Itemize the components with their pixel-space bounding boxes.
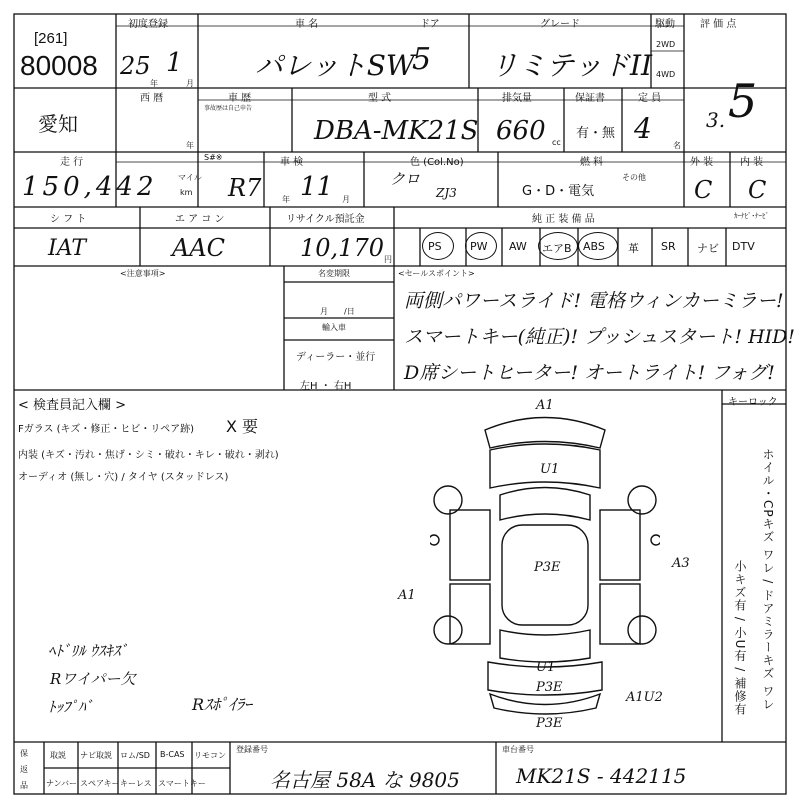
- mark-front-a1: A1: [536, 398, 554, 413]
- warranty-opts: 有・無: [576, 126, 616, 141]
- footer-item-5: リモコン: [194, 751, 226, 760]
- capacity-value: 4: [634, 112, 652, 145]
- inspection-year-unit: 年: [282, 195, 290, 204]
- grade-label: グレード: [540, 19, 580, 30]
- hand-note-4: Rｽﾎﾟｲﾗｰ: [192, 695, 253, 714]
- sales-points-label: <セールスポイント>: [398, 269, 475, 278]
- footer-item-2: ナビ取説: [80, 751, 112, 760]
- footer-label-2: 返: [20, 765, 28, 774]
- import-label: 輸入車: [322, 323, 346, 332]
- first-reg-label: 初度登録: [128, 19, 168, 30]
- sales-line-3: D席シートヒーター! オートライト! フォグ!: [404, 362, 775, 384]
- side-legend-1: ホイル・CPキズ ワレ / ドアミラーキズ ワレ: [761, 448, 775, 711]
- equip-abs-circle: [578, 232, 618, 260]
- model-label: 型 式: [368, 93, 392, 104]
- shift-value: IAT: [48, 236, 87, 261]
- sales-line-2: スマートキー(純正)! プッシュスタート! HID!: [404, 326, 796, 348]
- exterior-label: 外 装: [690, 157, 714, 168]
- equip-ps: PS: [428, 240, 442, 253]
- fuel-label: 燃 料: [580, 157, 604, 168]
- mark-left-a1: A1: [398, 588, 416, 603]
- score-value-a: 3.: [706, 108, 726, 132]
- inspection-month-unit: 月: [342, 195, 350, 204]
- drive-2wd: 2WD: [656, 40, 676, 49]
- interior-grade: C: [748, 176, 767, 204]
- footer-item-3: ロム/SD: [120, 751, 150, 760]
- equip-abs: ABS: [583, 240, 605, 253]
- s-mark-label: S#※: [204, 153, 223, 162]
- mile-unit: マイル: [178, 173, 202, 182]
- history-sub-label: 事故歴は自己申告: [204, 105, 253, 112]
- car-name-label: 車 名: [295, 19, 319, 30]
- dealer-label: ディーラー・並行: [296, 352, 376, 363]
- equip-airbag-circle: [538, 232, 578, 260]
- name-unit: 名: [673, 141, 681, 150]
- drive-label: 駆動: [655, 19, 675, 30]
- prefecture: 愛知: [38, 112, 78, 136]
- chassis-label: 車台番号: [502, 745, 534, 754]
- equip-pw-circle: [465, 232, 497, 260]
- color-value-a: クロ: [390, 170, 421, 188]
- inspector-glass: Fガラス (キズ・修正・ヒビ・リペア跡): [18, 424, 195, 435]
- footer-label-3: 品: [20, 781, 28, 790]
- footer-label-1: 保: [20, 749, 28, 758]
- first-reg-month: 1: [166, 48, 183, 78]
- sales-line-1: 両側パワースライド! 電格ウィンカーミラー!: [404, 290, 784, 312]
- mileage-label: 走 行: [60, 157, 84, 168]
- mileage-value: 150,442: [22, 172, 158, 202]
- mark-rear-p3e: P3E: [536, 680, 563, 695]
- grade-value: リミテッドII: [490, 49, 653, 82]
- score-label: 評 価 点: [700, 19, 737, 30]
- equip-sr: SR: [661, 240, 676, 253]
- footer-item-8: キーレス: [120, 779, 152, 788]
- aircon-value: AAC: [172, 234, 226, 262]
- fuel-other: その他: [622, 173, 646, 182]
- drive-4wd: 4WD: [656, 70, 676, 79]
- warranty-label: 保証書: [575, 93, 605, 104]
- side-legend-2: 小キズ有 / 小U有 / 補修有: [733, 560, 747, 717]
- displacement-value: 660: [496, 116, 546, 146]
- handle-label: 左H ・ 右H: [300, 381, 352, 392]
- displacement-label: 排気量: [502, 93, 532, 104]
- month-unit: 月: [186, 79, 194, 88]
- door-label: ドア: [420, 19, 440, 30]
- year-unit: 年: [150, 79, 158, 88]
- footer-item-9: スマートキー: [158, 779, 206, 788]
- interior-label: 内 装: [740, 157, 764, 168]
- history-label: 車 歴: [228, 93, 252, 104]
- equip-airbag: エアB: [542, 242, 572, 255]
- mark-rear-u1: U1: [536, 660, 556, 675]
- aircon-label: エ ア コ ン: [175, 214, 225, 225]
- hand-note-2: Rワイパー欠: [50, 670, 136, 688]
- footer-item-4: B-CAS: [160, 750, 185, 759]
- mark-right-a3: A3: [672, 556, 690, 571]
- mark-roof-p3e: P3E: [534, 560, 561, 575]
- model-value: DBA-MK21S: [314, 116, 479, 146]
- inspector-label: < 検査員記入欄 >: [18, 398, 127, 413]
- carnavi-label: ｶｰﾅﾋﾞ･ﾅｰﾋﾞ: [734, 212, 769, 220]
- hand-note-3: ﾄｯﾌﾟﾊﾞ: [48, 698, 94, 716]
- inspector-interior: 内装 (キズ・汚れ・焦げ・シミ・破れ・キレ・破れ・剥れ): [18, 450, 279, 461]
- chassis-value: MK21S - 442115: [516, 764, 687, 788]
- first-reg-year: 25: [120, 52, 151, 80]
- equip-dtv: DTV: [732, 240, 755, 253]
- reg-no-label: 登録番号: [236, 745, 268, 754]
- inspection-month: 11: [300, 172, 334, 202]
- expiry-month-day: 月 /日: [320, 307, 355, 316]
- footer-item-7: スペアキー: [80, 779, 120, 788]
- keyless-label: キーロック: [728, 397, 778, 408]
- inspection-value: R7: [228, 174, 262, 202]
- lot-number: 80008: [20, 50, 98, 81]
- equip-aw: AW: [509, 240, 527, 253]
- footer-item-1: 取説: [50, 751, 66, 760]
- mark-front-u1: U1: [540, 462, 560, 477]
- score-value-b: 5: [728, 74, 758, 128]
- recycle-value: 10,170: [300, 234, 384, 262]
- equip-pw: PW: [470, 240, 488, 253]
- cc-unit: cc: [552, 138, 561, 147]
- car-name-value: パレットSW: [255, 49, 415, 82]
- expiry-label: 名変期限: [318, 269, 350, 278]
- reg-no-value: 名古屋 58A な 9805: [270, 768, 460, 792]
- hand-note-1: ﾍﾄﾞﾘﾙ ｳｽｷｽﾞ: [48, 642, 128, 660]
- color-label: 色 (Col.No): [410, 157, 464, 168]
- door-value: 5: [412, 42, 432, 77]
- mark-rear-a1u2: A1U2: [626, 690, 663, 705]
- equip-leather: 革: [628, 242, 639, 255]
- inspector-audio: オーディオ (無し・穴) / タイヤ (スタッドレス): [18, 472, 229, 483]
- lot-bracket: [261]: [34, 30, 68, 47]
- equip-ps-circle: [422, 232, 454, 260]
- equipment-label: 純 正 装 備 品: [532, 214, 595, 225]
- notes-label: <注意事項>: [120, 269, 166, 278]
- color-value-b: ZJ3: [436, 186, 457, 200]
- inspector-glass-mark: X 要: [226, 417, 259, 436]
- mark-bumper-p3e: P3E: [536, 716, 563, 731]
- recycle-label: リサイクル預託金: [286, 214, 365, 225]
- era-label: 西 暦: [140, 93, 164, 104]
- inspection-label: 車 検: [280, 157, 304, 168]
- era-year-unit: 年: [186, 141, 194, 150]
- exterior-grade: C: [694, 176, 713, 204]
- equip-navi: ナビ: [697, 242, 719, 255]
- km-unit: km: [180, 188, 193, 197]
- shift-label: シ フ ト: [50, 214, 87, 225]
- yen-unit: 円: [384, 255, 392, 264]
- capacity-label: 定 員: [638, 93, 662, 104]
- footer-item-6: ナンバー: [46, 779, 78, 788]
- fuel-opts: G・D・電気: [522, 184, 595, 199]
